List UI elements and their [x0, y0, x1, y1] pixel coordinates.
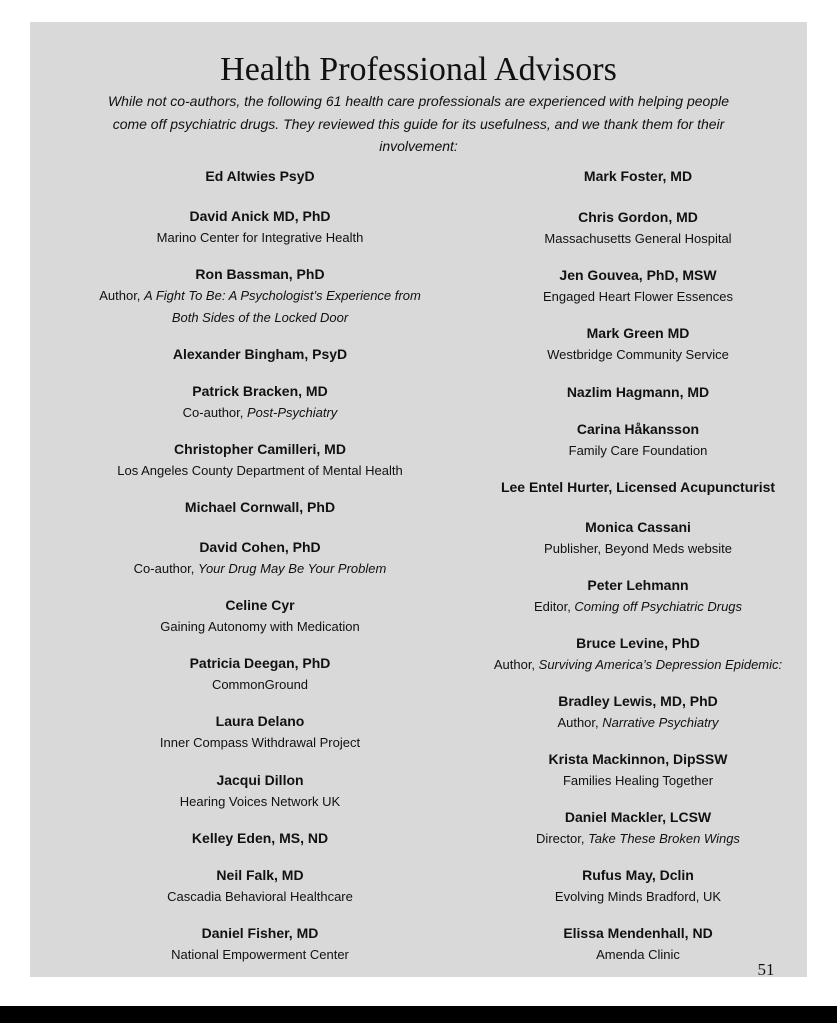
advisor-affiliation: Author, A Fight To Be: A Psychologist’s Experience from Both Sides of the Locked Door [99, 288, 421, 325]
advisor-entry [448, 632, 828, 676]
advisor-name: Christopher Camilleri, MD [174, 441, 346, 457]
advisor-name: Daniel Fisher, MD [201, 925, 319, 941]
advisor-entry [70, 922, 450, 966]
advisor-entry [70, 205, 450, 249]
advisor-name: Daniel Mackler, LCSW [564, 809, 712, 825]
advisor-entry [448, 516, 828, 560]
advisor-affiliation: CommonGround [211, 677, 309, 692]
advisor-entry [70, 827, 450, 849]
advisor-name: Michael Cornwall, PhD [184, 499, 336, 515]
page-panel [30, 22, 807, 977]
advisor-affiliation: Massachusetts General Hospital [544, 231, 732, 246]
advisor-entry [70, 380, 450, 424]
advisor-name: Ed Altwies PsyD [205, 168, 315, 184]
advisor-name: Alexander Bingham, PsyD [172, 346, 348, 362]
intro-text: While not co-authors, the following 61 health care professionals are experienced with helping people come off psychiatric drugs. They reviewed this guide for its usefulness, and we thank them for their involvement: [107, 93, 730, 154]
advisor-name: Kelley Eden, MS, ND [191, 830, 329, 846]
advisor-entry [70, 438, 450, 482]
advisor-name: David Anick MD, PhD [189, 208, 331, 224]
advisor-entry [70, 652, 450, 696]
advisor-affiliation: Los Angeles County Department of Mental Health [117, 463, 403, 478]
advisor-entry [448, 264, 828, 308]
advisor-entry [448, 381, 828, 403]
advisor-entry [448, 922, 828, 966]
advisor-name: Bruce Levine, PhD [576, 635, 700, 651]
advisor-name: Lee Entel Hurter, Licensed Acupuncturist [500, 479, 776, 495]
advisor-affiliation: Co-author, Your Drug May Be Your Problem [133, 561, 387, 576]
advisor-entry [70, 864, 450, 908]
advisor-affiliation: National Empowerment Center [171, 947, 349, 962]
advisor-name: Neil Falk, MD [216, 867, 304, 883]
bottom-black-bar [0, 1006, 837, 1023]
advisor-entry [70, 536, 450, 580]
advisor-entry [448, 690, 828, 734]
advisor-affiliation: Inner Compass Withdrawal Project [159, 735, 361, 750]
advisor-affiliation: Amenda Clinic [596, 947, 680, 962]
advisor-name: Chris Gordon, MD [578, 209, 698, 225]
advisor-affiliation: Evolving Minds Bradford, UK [554, 889, 722, 904]
advisor-name: Carina Håkansson [576, 421, 700, 437]
advisor-affiliation: Families Healing Together [562, 773, 714, 788]
advisor-affiliation: Marino Center for Integrative Health [156, 230, 364, 245]
advisor-affiliation: Editor, Coming off Psychiatric Drugs [533, 599, 743, 614]
advisor-entry [448, 864, 828, 908]
advisor-entry [70, 710, 450, 754]
advisor-entry [70, 594, 450, 638]
advisor-entry [448, 574, 828, 618]
advisor-entry [448, 418, 828, 462]
page-title: Health Professional Advisors [220, 51, 617, 88]
page-number: 51 [757, 960, 775, 979]
advisor-name: Nazlim Hagmann, MD [566, 384, 710, 400]
advisor-entry [448, 806, 828, 850]
advisor-affiliation: Publisher, Beyond Meds website [544, 541, 732, 556]
advisor-entry [70, 496, 450, 518]
advisor-name: Ron Bassman, PhD [195, 266, 325, 282]
advisor-entry [448, 322, 828, 366]
advisor-entry [448, 206, 828, 250]
advisor-name: Krista Mackinnon, DipSSW [548, 751, 728, 767]
advisor-name: Bradley Lewis, MD, PhD [558, 693, 718, 709]
advisor-name: Elissa Mendenhall, ND [563, 925, 713, 941]
advisor-affiliation: Engaged Heart Flower Essences [542, 289, 734, 304]
advisor-entry [70, 263, 450, 328]
advisor-name: Mark Green MD [586, 325, 690, 341]
advisor-name: Jacqui Dillon [216, 772, 304, 788]
advisor-name: Laura Delano [215, 713, 305, 729]
advisor-affiliation: Author, Narrative Psychiatry [557, 715, 719, 730]
advisor-affiliation: Co-author, Post-Psychiatry [182, 405, 338, 420]
advisor-entry [448, 165, 828, 187]
advisor-affiliation: Family Care Foundation [568, 443, 708, 458]
advisor-name: Monica Cassani [585, 519, 691, 535]
advisor-entry [448, 476, 828, 498]
advisor-affiliation: Gaining Autonomy with Medication [160, 619, 360, 634]
advisor-entry [448, 748, 828, 792]
advisor-affiliation: Westbridge Community Service [547, 347, 729, 362]
advisor-entry [70, 769, 450, 813]
advisor-name: Rufus May, Dclin [582, 867, 694, 883]
advisor-affiliation: Hearing Voices Network UK [179, 794, 341, 809]
advisor-name: Celine Cyr [225, 597, 295, 613]
advisor-name: Jen Gouvea, PhD, MSW [559, 267, 717, 283]
advisor-entry [70, 343, 450, 365]
advisor-name: Mark Foster, MD [583, 168, 693, 184]
advisor-affiliation: Cascadia Behavioral Healthcare [167, 889, 353, 904]
advisor-entry [70, 165, 450, 187]
advisor-name: Patrick Bracken, MD [192, 383, 328, 399]
advisor-name: Patricia Deegan, PhD [189, 655, 331, 671]
advisor-name: Peter Lehmann [587, 577, 689, 593]
advisor-name: David Cohen, PhD [199, 539, 321, 555]
advisor-affiliation: Director, Take These Broken Wings [536, 831, 740, 846]
advisor-affiliation: Author, Surviving America’s Depression Epidemic: [493, 657, 783, 672]
